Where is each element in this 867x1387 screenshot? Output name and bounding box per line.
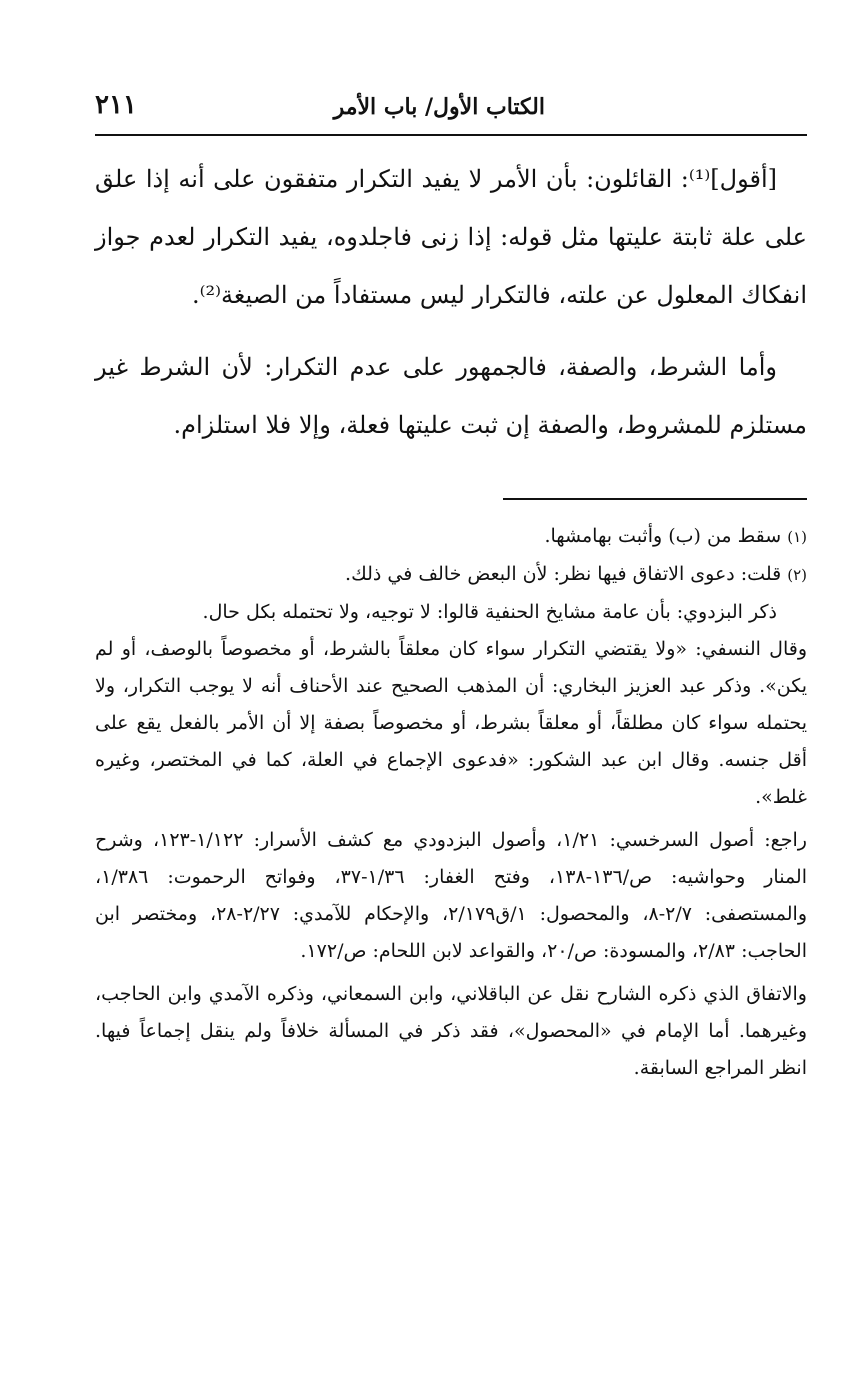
footnotes: [95, 518, 807, 1087]
footnote-2: [95, 556, 807, 594]
page-number: ٢١١: [95, 90, 137, 120]
main-paragraph-1: [أقول]⁽¹⁾: القائلون: بأن الأمر لا يفيد التكرار متفقون على أنه إذا علق على علة ثابتة عليتها مثل قوله: إذا زنى فاجلدوه، يفيد التكرار لعدم جواز انفكاك المعلول عن علته، فالتكرار ليس مستفاداً من الصيغة⁽²⁾.: [95, 165, 807, 309]
footnote-2-paragraph-4: والاتفاق الذي ذكره الشارح نقل عن الباقلاني، وابن السمعاني، وذكره الآمدي وابن الحاجب، وغيرهما. أما الإمام في «المحصول»، فقد ذكر في المسألة خلافاً ولم ينقل إجماعاً فيها. انظر المراجع السابقة.: [95, 983, 807, 1079]
footnote-separator: [503, 498, 807, 500]
footnote-1: [95, 518, 807, 556]
footnote-1-text: سقط من (ب) وأثبت بهامشها.: [544, 525, 782, 547]
header-rule: [95, 134, 807, 136]
footnote-2-number: (٢): [787, 566, 807, 584]
main-paragraph-2: وأما الشرط، والصفة، فالجمهور على عدم التكرار: لأن الشرط غير مستلزم للمشروط، والصفة إن ثبت عليتها فعلة، وإلا فلا استلزام.: [95, 353, 807, 439]
main-text: [95, 150, 807, 454]
footnote-2-paragraph-2: وقال النسفي: «ولا يقتضي التكرار سواء كان معلقاً بالشرط، أو مخصوصاً بالوصف، أو لم يكن». وذكر عبد العزيز البخاري: أن المذهب الصحيح عند الأحناف أنه لا يوجب التكرار، ولا يحتمله سواء كان مطلقاً، أو معلقاً بشرط، أو مخصوصاً بصفة إلا أن الأمر بالفعل يقع على أقل جنسه. وقال ابن عبد الشكور: «فدعوى الإجماع في العلة، كما في المختصر، وغيره غلط».: [95, 638, 807, 808]
running-title: الكتاب الأول/ باب الأمر: [333, 94, 545, 120]
page-header: [95, 86, 807, 130]
footnote-2-paragraph-1: ذكر البزدوي: بأن عامة مشايخ الحنفية قالوا: لا توجيه، ولا تحتمله بكل حال.: [202, 601, 777, 623]
footnote-2-intro: قلت: دعوى الاتفاق فيها نظر: لأن البعض خالف في ذلك.: [345, 563, 782, 585]
footnote-1-number: (١): [787, 528, 807, 546]
footnote-2-references: راجع: أصول السرخسي: ١/٢١، وأصول البزدودي مع كشف الأسرار: ١/١٢٢-١٢٣، وشرح المنار وحواشيه: ص/١٣٦-١٣٨، وفتح الغفار: ١/٣٦-٣٧، وفواتح الرحموت: ١/٣٨٦، والمستصفى: ٢/٧-٨، والمحصول: ١/ق٢/١٧٩، والإحكام للآمدي: ٢/٢٧-٢٨، ومختصر ابن الحاجب: ٢/٨٣، والمسودة: ص/٢٠، والقواعد لابن اللحام: ص/١٧٢.: [95, 829, 807, 962]
